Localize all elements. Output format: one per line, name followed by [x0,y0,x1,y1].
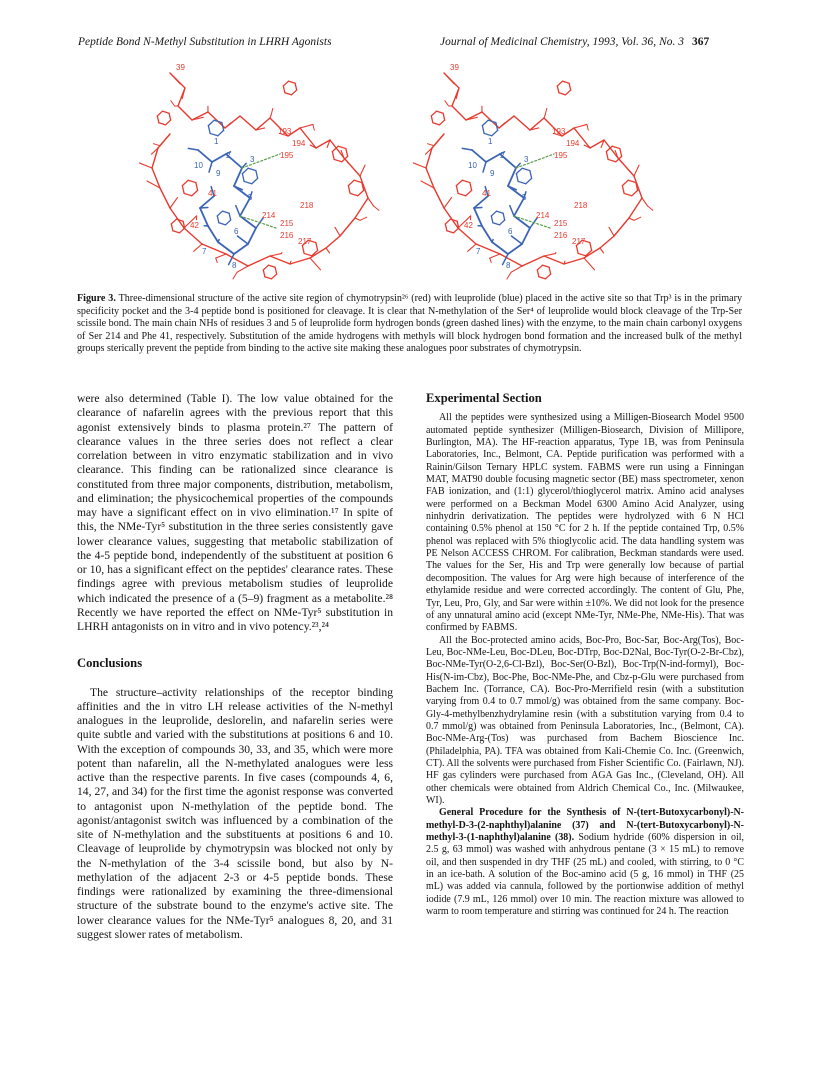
heading-experimental: Experimental Section [426,391,542,405]
svg-text:10: 10 [468,161,477,170]
figure-3-stereo-image [130,58,730,286]
svg-text:39: 39 [450,63,459,72]
paragraph-instruments: All the peptides were synthesized using a Milligen-Biosearch Model 9500 automated peptide synthesizer (Milligen-Biosearch, Division of Millipore, Burlington, MA). The HF-reaction apparatus, Type 1B, was from Peninsula Laboratories, Inc., Belmont, CA. Peptide purification was performed with a Rainin/Gilson Ternary HPLC system. FABMS were run using a Finningan MAT, MAT90 double focusing magnetic sector (BE) mass spectrometer, xenon FAB ionization, and (1:1) glycerol/thioglycerol matrix. Amino acid analyses were performed on a Beckman Model 6300 Amino Acid Analyzer, using ninhydrin derivatization. The peptides were hydrolyzed with 6 N HCl containing 0.5% phenol at 150 °C for 2 h. If the peptide contained Trp, 0.5% phenol was replaced with 5% thioglycolic acid. The data handling system was PE Nelson ACCESS CHROM. For calibration, Beckman standards were used. The values for the Ser, His and Trp were generally low because of partial decomposition. The values for Arg were high because of interference of the ethylamide residue and were corrected accordingly. The content of Glu, Phe, Tyr, Leu, Pro, Gly, and Sar were within ±10%. We did not look for the presence of any unnatural amino acid (except NMe-Tyr, NMe-Phe, NMe-His). That was confirmed by FABMS. [426,412,744,634]
svg-text:10: 10 [194,161,203,170]
caption-label: Figure 3. [77,293,116,304]
svg-text:215: 215 [280,219,294,228]
svg-text:216: 216 [554,231,568,240]
svg-text:215: 215 [554,219,568,228]
svg-text:6: 6 [508,227,513,236]
paragraph-general-procedure [426,807,744,918]
svg-text:6: 6 [234,227,239,236]
svg-text:194: 194 [292,139,306,148]
svg-text:1: 1 [214,137,219,146]
page-number: 367 [692,36,710,48]
svg-text:8: 8 [506,261,511,270]
paragraph-clearance: were also determined (Table I). The low value obtained for the clearance of nafarelin agrees with the previous report that this agonist extensively binds to plasma protein.²⁷ The pattern of clearance values in the three series does not reflect a clear correlation between in vitro enzymatic stabilization and in vivo clearance. This finding can be rationalized since clearance is constituted from three major components, distribution, metabolism, and elimination; the physicochemical properties of the compounds may have a significant effect on in vivo elimination.¹⁷ In spite of this, the NMe-Tyr⁵ substitution in the three series consistently gave lower clearance values, suggesting that metabolic stabilization of the 4-5 peptide bond, independently of the substituent at position 6 or 10, has a significant effect on the peptides' clearance rates. These findings agree with previous metabolism studies of leuprolide which indicated the presence of a (5–9) fragment as a metabolite.²⁸ Recently we have reported the effect on NMe-Tyr⁵ substitution in LHRH antagonists on in vitro and in vivo potency.²³,²⁴ [77,392,393,633]
svg-text:3: 3 [250,155,255,164]
svg-text:5: 5 [248,193,253,202]
svg-text:41: 41 [208,189,217,198]
journal-name: Journal of Medicinal Chemistry, 1993, Vol. 36, No. 3 [440,36,685,48]
svg-text:42: 42 [190,221,199,230]
right-column [426,392,744,918]
stereo-view-left [130,58,400,286]
svg-text:1: 1 [488,137,493,146]
svg-text:193: 193 [552,127,566,136]
caption-text: Three-dimensional structure of the active site region of chymotrypsin²⁶ (red) with leuprolide (blue) placed in the active site so that Trp³ is in the primary specificity pocket and the 3-4 peptide bond is positioned for cleavage. It is clear that N-methylation of the Ser⁴ of leuprolide would block cleavage of the Trp-Ser scissile bond. The main chain NHs of residues 3 and 5 of leuprolide form hydrogen bonds (green dashed lines) with the enzyme, to the main chain carbonyl oxygens of Ser 214 and Phe 41, respectively. Substitution of the amide hydrogens with methyls will block hydrogen bond formation and the increased bulk of the methyl groups sterically prevent the peptide from binding to the active site making these analogues poor substrates of chymotrypsin. [77,293,742,355]
svg-text:214: 214 [262,211,276,220]
heading-conclusions: Conclusions [77,656,143,671]
svg-text:7: 7 [202,247,207,256]
paragraph-conclusions: The structure–activity relationships of the receptor binding affinities and the in vitro LH release activities of the N-methyl analogues in the leuprolide, deslorelin, and nafarelin series were quite subtle and varied with the substitutions at positions 6 and 10. With the exception of compounds 30, 33, and 35, which were more potent than nafarelin, all the N-methylated analogues were less active than the respective parents. In five cases (compounds 4, 6, 14, 27, and 34) for the first time the agonist response was converted to antagonist upon N-methylation of the peptide bond. The agonist/antagonist switch was influenced by a combination of the site of N-methylation and the substituents at positions 6 and 10. Cleavage of leuprolide by chymotrypsin was blocked not only by the N-methylation of the 3-4 scissile bond, but also by N-methylation of the adjacent 2-3 or 4-5 peptide bonds. These findings were rationalized by examining the three-dimensional structure of the substrate bound to the enzyme's active site. The lower clearance values for the NMe-Tyr⁵ analogues 8, 20, and 31 suggest slower rates of metabolism. [77,685,393,941]
svg-text:3: 3 [524,155,529,164]
svg-text:217: 217 [298,237,312,246]
svg-text:195: 195 [554,151,568,160]
svg-text:195: 195 [280,151,294,160]
svg-text:5: 5 [522,193,527,202]
figure-caption [77,293,742,356]
svg-text:193: 193 [278,127,292,136]
procedure-text: Sodium hydride (60% dispersion in oil, 2.5 g, 63 mmol) was washed with anhydrous pentane (3 × 15 mL) to remove oil, and then suspended in dry THF (25 mL) and cooled, with stirring, to 0 °C in an ice-bath. A solution of the Boc-amino acid (5 g, 16 mmol) in THF (25 mL) was added via cannula, followed by the portionwise addition of methyl iodide (7.9 mL, 126 mmol) over 10 min. The reaction mixture was allowed to warm to room temperature and stirring was continued for 24 h. The reaction [426,832,744,918]
svg-text:217: 217 [572,237,586,246]
svg-text:194: 194 [566,139,580,148]
running-title: Peptide Bond N-Methyl Substitution in LHRH Agonists [78,36,332,48]
journal-citation [440,36,709,48]
svg-text:7: 7 [476,247,481,256]
svg-text:216: 216 [280,231,294,240]
svg-text:2: 2 [226,151,231,160]
svg-text:8: 8 [232,261,237,270]
svg-text:218: 218 [574,201,588,210]
procedure-title: General Procedure for the Synthesis of N-(tert-Butoxycarbonyl)-N-methyl-D-3-(2-naphthyl)alanine (37) and N-(tert-Butoxycarbonyl)-N-methyl-3-(1-naphthyl)alanine (38). [426,807,744,844]
svg-text:218: 218 [300,201,314,210]
svg-text:42: 42 [464,221,473,230]
svg-text:214: 214 [536,211,550,220]
left-column [77,392,393,942]
paragraph-reagents: All the Boc-protected amino acids, Boc-Pro, Boc-Sar, Boc-Arg(Tos), Boc-Leu, Boc-NMe-Leu, Boc-DLeu, Boc-DTrp, Boc-D2Nal, Boc-Tyr(O-2-Br-Cbz), Boc-NMe-Tyr(O-2,6-Cl-Bzl), Boc-Ser(O-Bzl), Boc-Trp(N-ind-formyl), Boc-His(N-im-Cbz), Boc-Phe, Boc-NMe-Phe, and Cbz-p-Glu were purchased from Bachem Inc. (Torrance, CA). Boc-Pro-Merrifield resin (with a substitution varying from 0.4 to 0.7 mmol/g) was obtained from the same company. Boc-Gly-4-methylbenzhydrylamine resin (with a substitution varying from 0.4 to 0.7 mmol/g) was obtained from Peninsula Laboratories, Inc., (Belmont, CA). Boc-NMe-Arg-(Tos) was purchased from Bachem Bioscience Inc. (Philadelphia, PA). TFA was obtained from Kali-Chemie Co. Inc. (Greenwich, CT). All the solvents were purchased from Fisher Scientific Co. (Fairlawn, NJ). HF gas cylinders were purchased from AGA Gas Inc., (Cleveland, OH). All other chemicals were obtained from Aldrich Chemical Co., Inc. (Milwaukee, WI). [426,634,744,806]
stereo-view-right [398,58,668,286]
svg-text:9: 9 [216,169,221,178]
svg-text:39: 39 [176,63,185,72]
svg-text:2: 2 [500,151,505,160]
svg-text:9: 9 [490,169,495,178]
svg-text:41: 41 [482,189,491,198]
